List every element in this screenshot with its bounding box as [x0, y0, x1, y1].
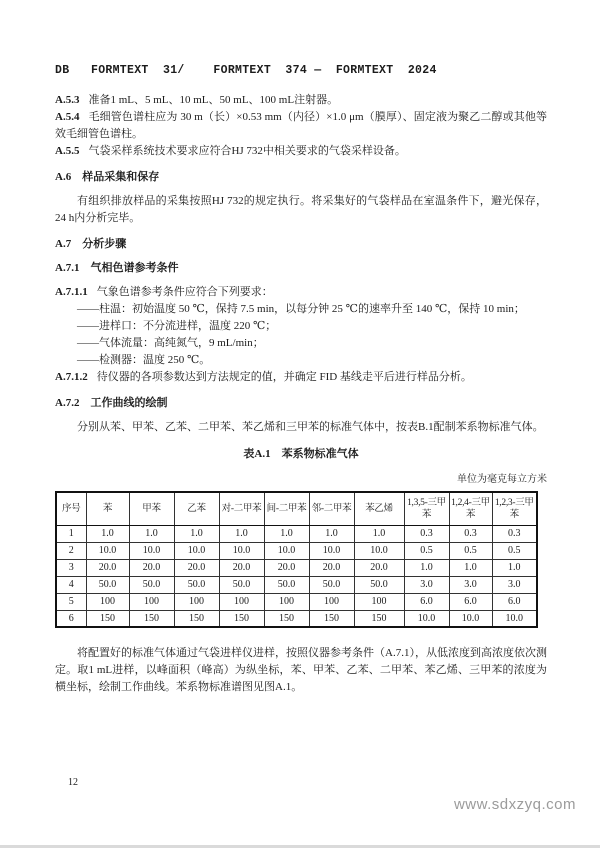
table-cell: 5: [56, 593, 86, 610]
table-cell: 10.0: [449, 610, 492, 627]
table-cell: 20.0: [309, 559, 354, 576]
condition-item: ——气体流量：高纯氮气，9 mL/min；: [77, 337, 264, 349]
table-row: [56, 525, 537, 542]
table-cell: 6.0: [492, 593, 537, 610]
table-cell: 50.0: [354, 576, 404, 593]
standards-table: [55, 491, 538, 628]
condition-item: ——检测器：温度 250 ℃。: [77, 354, 211, 366]
table-header-row: [56, 492, 537, 525]
table-cell: 1.0: [174, 525, 219, 542]
clause-a712: [55, 369, 547, 386]
table-row: [56, 576, 537, 593]
table-cell: 3.0: [492, 576, 537, 593]
table-row: [56, 610, 537, 627]
table-cell: 0.3: [449, 525, 492, 542]
table-row: [56, 542, 537, 559]
table-cell: 6: [56, 610, 86, 627]
table-cell: 50.0: [174, 576, 219, 593]
table-cell: 0.3: [492, 525, 537, 542]
table-cell: 10.0: [492, 610, 537, 627]
clause-number: A.5.5: [55, 145, 80, 157]
paragraph-a6: 有组织排放样品的采集按照HJ 732的规定执行。将采集好的气袋样品在室温条件下，避光保存，24 h内分析完毕。: [55, 195, 547, 224]
table-cell: 20.0: [354, 559, 404, 576]
table-cell: 1.0: [219, 525, 264, 542]
table-cell: 10.0: [219, 542, 264, 559]
table-cell: 1: [56, 525, 86, 542]
table-cell: 3.0: [404, 576, 449, 593]
table-header-cell: 间-二甲苯: [264, 492, 309, 525]
clause-a55: [55, 143, 547, 160]
table-cell: 1.0: [264, 525, 309, 542]
table-cell: 1.0: [404, 559, 449, 576]
table-cell: 20.0: [174, 559, 219, 576]
table-cell: 150: [129, 610, 174, 627]
table-cell: 100: [354, 593, 404, 610]
clause-number: A.5.3: [55, 94, 80, 106]
section-heading-a6: A.6 样品采集和保存: [55, 171, 160, 183]
table-cell: 50.0: [219, 576, 264, 593]
paragraph-closing: 将配置好的标准气体通过气袋进样仪进样，按照仪器参考条件（A.7.1），从低浓度到高浓度依次测定。取1 mL进样，以峰面积（峰高）为纵坐标，苯、甲苯、乙苯、二甲苯、苯乙烯、三甲苯的浓度为横坐标，绘制工作曲线。苯系物标准谱图见图A.1。: [55, 647, 547, 693]
table-cell: 20.0: [264, 559, 309, 576]
table-cell: 10.0: [86, 542, 129, 559]
clause-text: 气袋采样系统技术要求应符合HJ 732中相关要求的气袋采样设备。: [88, 145, 406, 157]
paragraph-a72: 分别从苯、甲苯、乙苯、二甲苯、苯乙烯和三甲苯的标准气体中，按表B.1配制苯系物标准气体。: [77, 421, 544, 433]
table-cell: 6.0: [449, 593, 492, 610]
table-cell: 10.0: [404, 610, 449, 627]
table-cell: 4: [56, 576, 86, 593]
table-cell: 3.0: [449, 576, 492, 593]
table-cell: 0.3: [404, 525, 449, 542]
section-heading-a72: A.7.2 工作曲线的绘制: [55, 397, 168, 409]
table-cell: 3: [56, 559, 86, 576]
table-cell: 20.0: [129, 559, 174, 576]
table-cell: 2: [56, 542, 86, 559]
table-cell: 150: [219, 610, 264, 627]
clause-number: A.7.1.1: [55, 286, 88, 298]
table-cell: 100: [264, 593, 309, 610]
table-cell: 1.0: [129, 525, 174, 542]
condition-item: ——进样口：不分流进样，温度 220 ℃；: [77, 320, 277, 332]
table-cell: 100: [219, 593, 264, 610]
table-cell: 1.0: [354, 525, 404, 542]
table-title: 表A.1 苯系物标准气体: [243, 448, 359, 460]
table-cell: 150: [264, 610, 309, 627]
table-cell: 100: [174, 593, 219, 610]
page-content: [55, 64, 547, 696]
table-cell: 150: [86, 610, 129, 627]
table-cell: 1.0: [86, 525, 129, 542]
section-heading-a7: A.7 分析步骤: [55, 238, 127, 250]
table-header-cell: 乙苯: [174, 492, 219, 525]
table-header-cell: 甲苯: [129, 492, 174, 525]
table-cell: 50.0: [129, 576, 174, 593]
table-cell: 1.0: [492, 559, 537, 576]
table-cell: 100: [129, 593, 174, 610]
table-cell: 0.5: [492, 542, 537, 559]
table-cell: 50.0: [264, 576, 309, 593]
table-header-cell: 1,3,5-三甲苯: [404, 492, 449, 525]
clause-text: 准备1 mL、5 mL、10 mL、50 mL、100 mL注射器。: [88, 94, 339, 106]
table-header-cell: 1,2,3-三甲苯: [492, 492, 537, 525]
table-cell: 150: [174, 610, 219, 627]
clause-a711: [55, 284, 547, 301]
clause-text: 气象色谱参考条件应符合下列要求：: [96, 286, 273, 298]
table-header-cell: 对-二甲苯: [219, 492, 264, 525]
clause-number: A.5.4: [55, 111, 80, 123]
clause-text: 毛细管色谱柱应为 30 m（长）×0.53 mm（内径）×1.0 μm（膜厚）、固定液为聚乙二醇或其他等效毛细管色谱柱。: [55, 111, 547, 140]
table-cell: 6.0: [404, 593, 449, 610]
table-cell: 10.0: [264, 542, 309, 559]
table-cell: 100: [86, 593, 129, 610]
table-header-cell: 1,2,4-三甲苯: [449, 492, 492, 525]
table-cell: 1.0: [309, 525, 354, 542]
clause-a53: [55, 92, 547, 109]
document-header: DB FORMTEXT 31/ FORMTEXT 374 — FORMTEXT 2024: [55, 64, 437, 77]
table-cell: 100: [309, 593, 354, 610]
table-row: [56, 593, 537, 610]
table-cell: 50.0: [309, 576, 354, 593]
table-cell: 50.0: [86, 576, 129, 593]
table-cell: 10.0: [354, 542, 404, 559]
table-head: [56, 492, 537, 525]
table-cell: 10.0: [309, 542, 354, 559]
table-cell: 150: [354, 610, 404, 627]
table-header-cell: 邻-二甲苯: [309, 492, 354, 525]
clause-number: A.7.1.2: [55, 371, 88, 383]
table-cell: 150: [309, 610, 354, 627]
table-body: [56, 525, 537, 627]
table-header-cell: 苯乙烯: [354, 492, 404, 525]
table-cell: 0.5: [449, 542, 492, 559]
table-cell: 1.0: [449, 559, 492, 576]
table-cell: 0.5: [404, 542, 449, 559]
table-row: [56, 559, 537, 576]
table-cell: 10.0: [129, 542, 174, 559]
table-cell: 10.0: [174, 542, 219, 559]
clause-a54: [55, 109, 547, 143]
condition-list: [77, 301, 547, 369]
watermark: www.sdxzyq.com: [453, 796, 576, 813]
table-header-cell: 序号: [56, 492, 86, 525]
table-cell: 20.0: [219, 559, 264, 576]
table-header-cell: 苯: [86, 492, 129, 525]
clause-text: 待仪器的各项参数达到方法规定的值，并确定 FID 基线走平后进行样品分析。: [96, 371, 472, 383]
table-unit-note: 单位为毫克每立方米: [457, 474, 547, 485]
page-number: 12: [68, 777, 78, 788]
section-heading-a71: A.7.1 气相色谱参考条件: [55, 262, 179, 274]
condition-item: ——柱温：初始温度 50 ℃，保持 7.5 min，以每分钟 25 ℃的速率升至 140 ℃，保持 10 min；: [77, 303, 525, 315]
table-cell: 20.0: [86, 559, 129, 576]
